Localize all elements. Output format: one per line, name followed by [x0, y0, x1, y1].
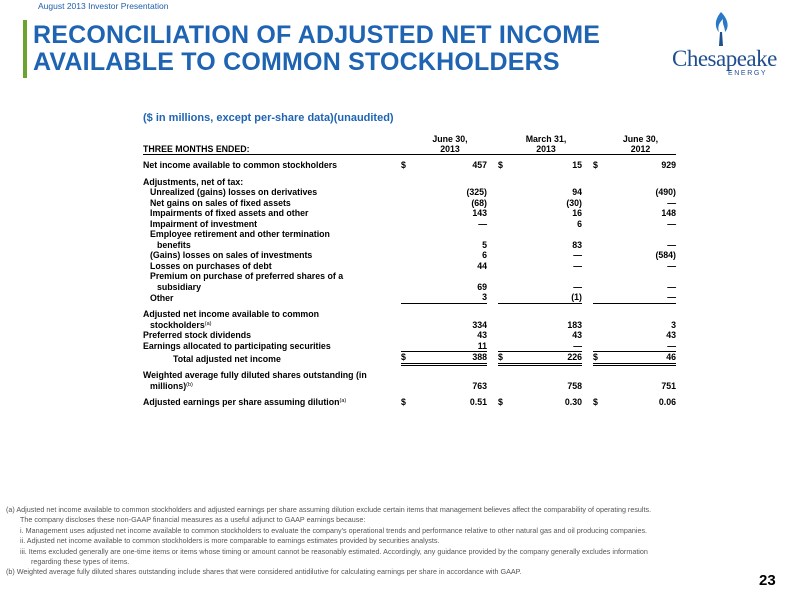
table-row: Adjustments, net of tax: — [143, 176, 244, 187]
table-row: (Gains) losses on sales of investments 6 — (584) — [150, 250, 676, 260]
table-row: Net income available to common stockholders $ 457 $ 15 $ 929 — [143, 160, 676, 170]
table-row: Impairments of fixed assets and other 143 16 148 — [150, 208, 676, 218]
table-row: Adjusted net income available to common — [143, 309, 319, 319]
table-row: stockholders$^{(a)}$ 334 183 3 — [150, 319, 676, 330]
table-row: subsidiary 69 — — — [157, 281, 676, 292]
page-title-line1: RECONCILIATION OF ADJUSTED NET INCOME — [33, 21, 601, 49]
logo-subtext: ENERGY — [728, 70, 768, 77]
col2-header: March 31, 2013 — [510, 130, 582, 154]
footnote-a: (a) Adjusted net income available to common stockholders and adjusted earnings per share assuming dilution exclude certain items that management believes affect the comparability of operating results. — [6, 505, 652, 514]
page-number: 23 — [759, 572, 776, 589]
period-label: THREE MONTHS ENDED: — [143, 130, 401, 154]
flame-logo-icon — [710, 10, 732, 48]
title-accent-bar — [23, 20, 27, 78]
table-row: Employee retirement and other termination — [150, 229, 330, 239]
table-row: Other 3 (1) — — [150, 292, 676, 303]
table-row: Net gains on sales of fixed assets (68) (30) — — [150, 197, 676, 208]
table-header-row — [143, 130, 676, 154]
table-row: Earnings allocated to participating securities 11 — — — [143, 340, 676, 351]
footnote-iii-cont: regarding these types of items. — [31, 557, 130, 567]
logo-wordmark: Chesapeake — [672, 46, 777, 71]
table-row: Impairment of investment — 6 — — [150, 218, 676, 229]
reconciliation-table — [143, 130, 676, 408]
page-title — [33, 22, 600, 76]
footnote-b: (b) Weighted average fully diluted shares outstanding include shares that were considered antidilutive for calculating earnings per share in accordance with GAAP. — [6, 567, 522, 577]
table-subtitle: ($ in millions, except per-share data)(unaudited) — [143, 112, 394, 124]
table-row: Losses on purchases of debt 44 — — — [150, 260, 676, 271]
table-row: millions)$^{(b)}$ 763 758 751 — [150, 380, 676, 391]
table-row: Unrealized (gains) losses on derivatives (325) 94 (490) — [150, 187, 676, 197]
footnote-iii: iii. Items excluded generally are one-time items or items whose timing or amount cannot be reasonably estimated. Accordingly, any guidance provided by the company generally excludes information — [20, 546, 648, 556]
footnote-a-cont: The company discloses these non-GAAP financial measures as a useful adjunct to GAAP earnings because: — [20, 515, 366, 525]
table-row: Premium on purchase of preferred shares of a — [150, 271, 344, 281]
company-logo — [672, 10, 777, 80]
footnotes — [6, 505, 796, 578]
table-row: benefits 5 83 — — [157, 239, 676, 250]
page-title-line2: AVAILABLE TO COMMON STOCKHOLDERS — [33, 48, 560, 76]
footnote-i: i. Management uses adjusted net income available to common stockholders to evaluate the company's operational trends and performance relative to other natural gas and oil producing companies. — [20, 525, 648, 535]
table-row: Preferred stock dividends 43 43 43 — [143, 330, 676, 340]
presentation-label: August 2013 Investor Presentation — [38, 1, 169, 11]
table-row: Weighted average fully diluted shares outstanding (in — [143, 370, 367, 380]
table-row: Adjusted earnings per share assuming dilution$^{(a)}$ $ 0.51 $ 0.30 $ 0.06 — [143, 397, 676, 407]
col1-header: June 30, 2013 — [413, 130, 487, 154]
total-row: Total adjusted net income $ 388 $ 226 $ 46 — [173, 352, 676, 364]
footnote-ii: ii. Adjusted net income available to common stockholders is more comparable to earnings estimates provided by securities analysts. — [20, 536, 440, 546]
col3-header: June 30, 2012 — [605, 130, 676, 154]
